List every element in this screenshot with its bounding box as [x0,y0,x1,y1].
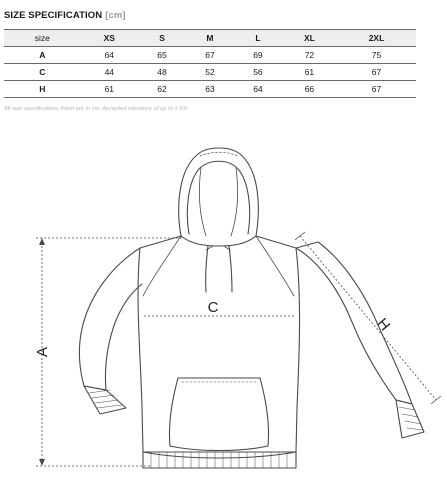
dimension-label-a: A [33,346,51,358]
kangaroo-pocket [169,378,268,451]
table-cell: 64 [81,47,138,64]
tolerance-note: All size specifications listed are in cm. Accepted tolerance of up to ± 5% [4,106,188,112]
table-cell: 44 [81,64,138,81]
table-cell: 61 [81,81,138,98]
dimension-h-tick-bottom [431,396,441,404]
waistband [143,452,296,468]
table-cell: 56 [234,64,282,81]
drawstring-knot [206,246,230,250]
table-cell: 75 [337,47,416,64]
table-cell: 65 [138,47,186,64]
table-cell: 66 [282,81,337,98]
column-header: L [234,30,282,47]
right-cuff-ribs [399,407,423,430]
column-header: 2XL [337,30,416,47]
table-cell: 67 [186,47,234,64]
table-cell: 61 [282,64,337,81]
right-sleeve [296,242,412,404]
unit-label: [cm] [105,10,126,21]
hood-outline [179,148,259,246]
hood-seam [199,168,237,236]
table-cell: 63 [186,81,234,98]
dimension-h-line [300,236,436,400]
table-cell: 67 [337,81,416,98]
drawstring-left [206,246,208,292]
dimension-a-arrow-bottom [39,459,45,466]
left-sleeve [79,248,142,390]
left-cuff-ribs [89,390,122,408]
table-cell: 52 [186,64,234,81]
hood-inner [187,161,249,234]
column-header: XS [81,30,138,47]
table-cell: 67 [337,64,416,81]
column-header: S [138,30,186,47]
waistband-ribs [151,452,287,468]
drawstring-right [229,246,232,292]
row-label: A [4,47,81,64]
column-header: M [186,30,234,47]
table-cell: 48 [138,64,186,81]
table-cell: 62 [138,81,186,98]
dimension-label-c: C [207,299,219,316]
dimension-a-arrow-top [39,238,45,245]
dimension-h-tick-top [295,232,305,240]
table-cell: 72 [282,47,337,64]
dimension-label-h: H [373,315,394,335]
row-label: H [4,81,81,98]
title-text: SIZE SPECIFICATION [4,10,103,21]
table-cell: 64 [234,81,282,98]
right-cuff [396,400,424,438]
body-outline [138,236,300,458]
table-cell: 69 [234,47,282,64]
left-cuff [84,386,126,414]
column-header: size [4,30,81,47]
hood-stitch [200,152,238,156]
raglan-seam-right [256,236,294,296]
column-header: XL [282,30,337,47]
row-label: C [4,64,81,81]
